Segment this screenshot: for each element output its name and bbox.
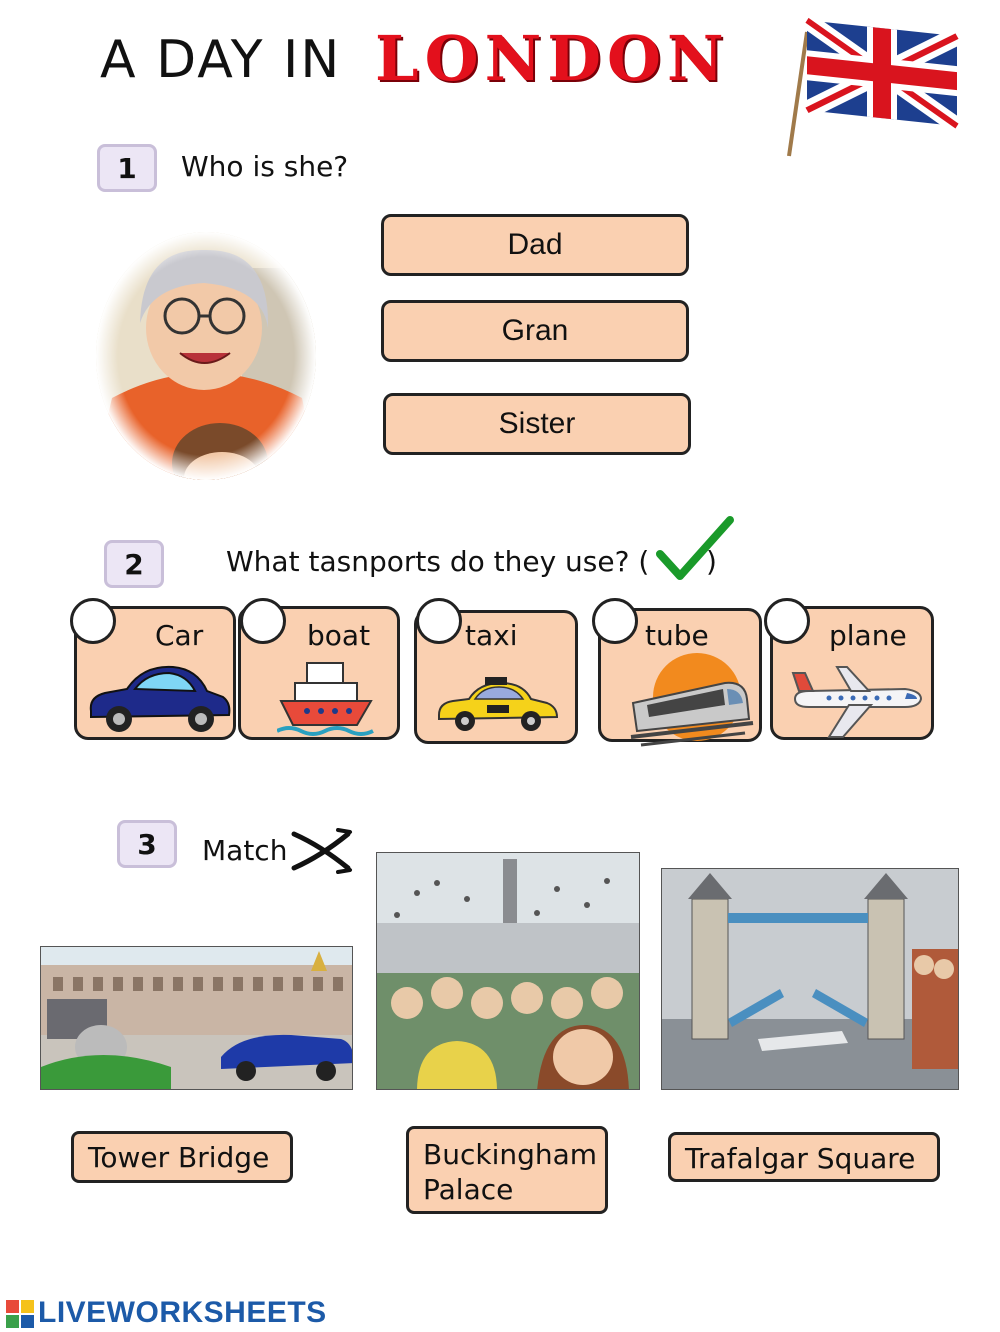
answer-option-gran[interactable]: Gran <box>381 300 689 362</box>
transport-label: taxi <box>465 619 518 652</box>
transport-checkbox-car[interactable] <box>70 598 116 644</box>
car-icon <box>83 659 233 739</box>
question-close-paren: ) <box>706 545 717 578</box>
checkmark-icon <box>656 514 736 588</box>
boat-icon <box>277 655 377 739</box>
section-number-3: 3 <box>117 820 177 868</box>
airplane-icon <box>789 661 925 741</box>
transport-checkbox-boat[interactable] <box>240 598 286 644</box>
transport-label: tube <box>645 619 709 652</box>
place-label-trafalgar-square[interactable]: Trafalgar Square <box>668 1132 940 1182</box>
liveworksheets-brand: LIVEWORKSHEETS <box>38 1296 327 1329</box>
liveworksheets-logo-icon <box>6 1300 34 1328</box>
place-label-buckingham-palace[interactable]: Buckingham Palace <box>406 1126 608 1214</box>
answer-option-sister[interactable]: Sister <box>383 393 691 455</box>
gran-portrait <box>92 228 320 484</box>
union-jack-flag-icon <box>785 14 965 163</box>
transport-label: plane <box>829 619 907 652</box>
photo-tower-bridge-scene <box>661 868 959 1090</box>
answer-option-dad[interactable]: Dad <box>381 214 689 276</box>
transport-label: Car <box>155 619 204 652</box>
transport-checkbox-tube[interactable] <box>592 598 638 644</box>
transport-checkbox-taxi[interactable] <box>416 598 462 644</box>
photo-trafalgar-square-scene <box>376 852 640 1090</box>
crossed-arrows-icon <box>288 826 354 880</box>
train-icon <box>627 649 757 753</box>
title-main: LONDON <box>375 22 730 95</box>
photo-buckingham-palace-scene <box>40 946 353 1090</box>
section-number-2: 2 <box>104 540 164 588</box>
match-instruction: Match <box>202 834 288 867</box>
taxi-icon <box>435 675 561 735</box>
place-label-tower-bridge[interactable]: Tower Bridge <box>71 1131 293 1183</box>
question-transports: What tasnports do they use? ( <box>226 545 650 578</box>
transport-label: boat <box>307 619 371 652</box>
question-who-is-she: Who is she? <box>181 150 349 183</box>
transport-checkbox-plane[interactable] <box>764 598 810 644</box>
section-number-1: 1 <box>97 144 157 192</box>
title-prefix: A DAY IN <box>100 30 342 90</box>
